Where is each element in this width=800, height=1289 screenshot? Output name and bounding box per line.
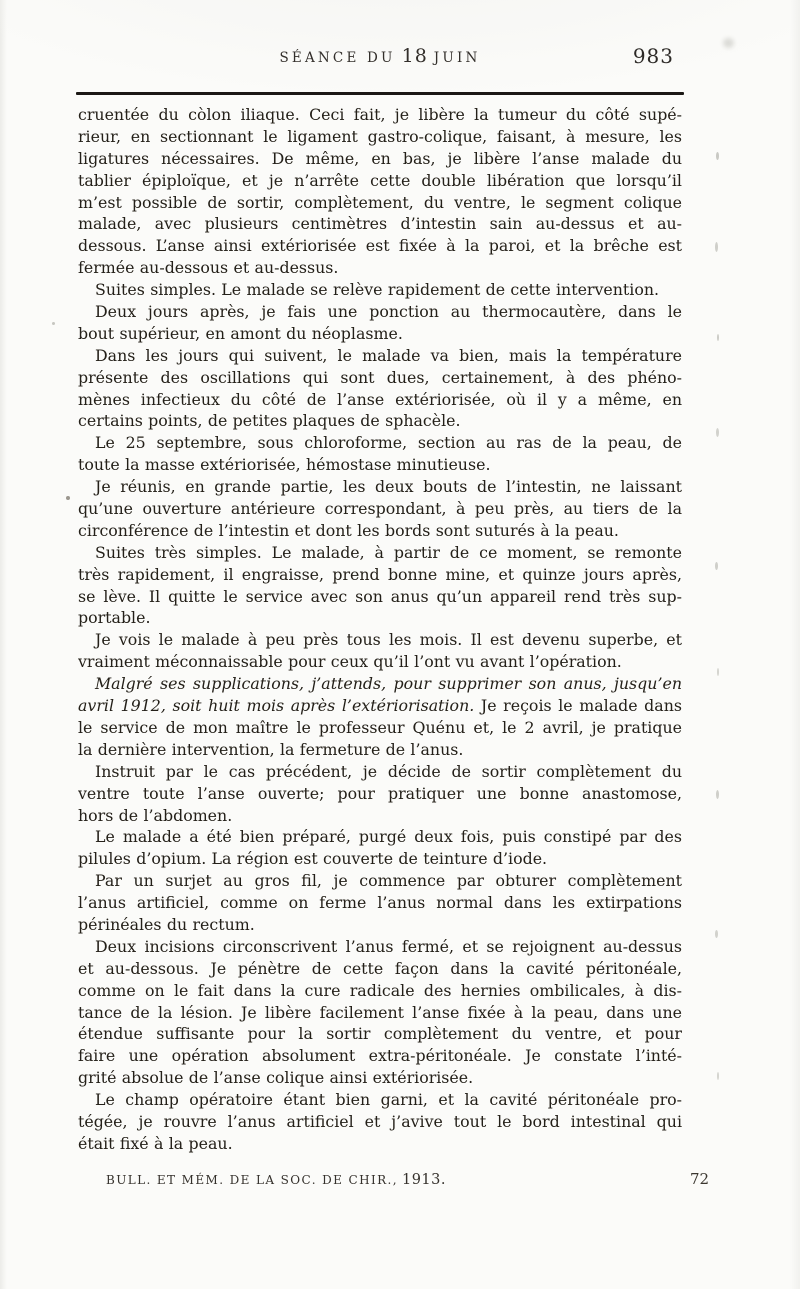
footer-folio: 72 xyxy=(690,1170,710,1188)
text-line: Malgré ses supplications, j’attends, pour supprimer son anus, jusqu’en xyxy=(95,674,682,694)
text-line: périnéales du rectum. xyxy=(78,914,255,934)
running-title xyxy=(78,42,682,72)
text-line: qu’une ouverture antérieure correspondant, à peu près, au tiers de la xyxy=(78,499,682,519)
scan-speck xyxy=(716,790,719,799)
text-line: ventre toute l’anse ouverte; pour pratiquer une bonne anastomose, xyxy=(78,783,682,803)
scan-speck xyxy=(715,562,718,570)
text-line: faire une opération absolument extra-péritonéale. Je constate l’inté- xyxy=(78,1046,682,1066)
text-line: grité absolue de l’anse colique ainsi extériorisée. xyxy=(78,1068,474,1088)
text-line: était fixé à la peau. xyxy=(78,1133,233,1153)
text-line: étendue suffisante pour la sortir complètement du ventre, et pour xyxy=(78,1024,682,1044)
text-line: Le 25 septembre, sous chloroforme, section au ras de la peau, de xyxy=(95,433,682,453)
text-line: Par un surjet au gros fil, je commence par obturer complètement xyxy=(95,871,682,891)
footer-journal-year: 1913. xyxy=(401,1172,446,1188)
paragraph xyxy=(78,1089,682,1155)
text-line: Suites simples. Le malade se relève rapidement de cette intervention. xyxy=(95,280,660,300)
text-line: m’est possible de sortir, complètement, du ventre, le segment colique xyxy=(78,192,682,212)
paragraph xyxy=(78,936,682,1089)
paragraph xyxy=(78,542,682,630)
text-line: l’anus artificiel, comme on ferme l’anus normal dans les extirpations xyxy=(78,893,682,913)
text-line: tance de la lésion. Je libère facilement l’anse fixée à la peau, dans une xyxy=(78,1002,682,1022)
text-line: portable. xyxy=(78,608,151,628)
text-line: et au-dessous. Je pénètre de cette façon dans la cavité péritonéale, xyxy=(78,958,682,978)
running-title-right: JUIN xyxy=(433,50,481,66)
text-line: comme on le fait dans la cure radicale des hernies ombilicales, à dis- xyxy=(78,980,682,1000)
header-rule xyxy=(76,92,684,95)
text-line: Deux incisions circonscrivent l’anus fermé, et se rejoignent au-dessus xyxy=(95,936,682,956)
text-line: très rapidement, il engraisse, prend bonne mine, et quinze jours après, xyxy=(78,564,682,584)
text-line: fermée au-dessous et au-dessus. xyxy=(78,258,339,278)
text-line: se lève. Il quitte le service avec son anus qu’un appareil rend très sup- xyxy=(78,586,682,606)
text-line: rieur, en sectionnant le ligament gastro-colique, faisant, à mesure, les xyxy=(78,126,682,146)
text-line: la dernière intervention, la fermeture de l’anus. xyxy=(78,739,464,759)
text-line: Deux jours après, je fais une ponction au thermocautère, dans le xyxy=(95,302,682,322)
paragraph xyxy=(78,673,682,761)
page-footer xyxy=(78,1168,718,1190)
page-header xyxy=(78,42,682,70)
paragraph xyxy=(78,345,682,433)
text-line: bout supérieur, en amont du néoplasme. xyxy=(78,323,403,343)
text-line: circonférence de l’intestin et dont les bords sont suturés à la peau. xyxy=(78,520,619,540)
paragraph xyxy=(78,870,682,936)
paragraph xyxy=(78,104,682,279)
scan-speck xyxy=(717,1072,719,1080)
text-line: le service de mon maître le professeur Quénu et, le 2 avril, je pratique xyxy=(78,717,682,737)
footer-journal-title: BULL. ET MÉM. DE LA SOC. DE CHIR., xyxy=(106,1173,398,1187)
scan-speck xyxy=(715,930,718,938)
text-line: cruentée du còlon iliaque. Ceci fait, je libère la tumeur du côté supé- xyxy=(78,105,682,124)
paragraph xyxy=(78,761,682,827)
scan-speck xyxy=(66,496,70,500)
text-line: pilules d’opium. La région est couverte de teinture d’iode. xyxy=(78,849,548,869)
scan-speck xyxy=(716,428,719,437)
text-line: malade, avec plusieurs centimètres d’intestin sain au-dessus et au- xyxy=(78,214,682,234)
running-title-left: SÉANCE DU xyxy=(279,50,396,66)
scan-speck xyxy=(723,38,734,48)
text-line: toute la masse extériorisée, hémostase minutieuse. xyxy=(78,455,491,475)
running-title-day: 18 xyxy=(401,45,428,67)
paragraph xyxy=(78,432,682,476)
text-line: Je vois le malade à peu près tous les mois. Il est devenu superbe, et xyxy=(95,630,682,650)
text-line: Instruit par le cas précédent, je décide de sortir complètement du xyxy=(95,761,682,781)
text-line: Le champ opératoire étant bien garni, et la cavité péritonéale pro- xyxy=(95,1090,682,1110)
scan-speck xyxy=(717,334,719,341)
footer-journal xyxy=(106,1168,446,1191)
text-line: vraiment méconnaissable pour ceux qu’il l’ont vu avant l’opération. xyxy=(78,652,622,672)
paragraph xyxy=(78,279,682,301)
paragraph xyxy=(78,476,682,542)
paragraph xyxy=(78,826,682,870)
text-line: présente des oscillations qui sont dues, certainement, à des phéno- xyxy=(78,367,682,387)
text-line: tégée, je rouvre l’anus artificiel et j’avive tout le bord intestinal qui xyxy=(78,1111,682,1131)
paragraph xyxy=(78,629,682,673)
text-line: hors de l’abdomen. xyxy=(78,805,233,825)
text-line: ligatures nécessaires. De même, en bas, je libère l’anse malade du xyxy=(78,148,682,168)
text-line: mènes infectieux du côté de l’anse extériorisée, où il y a même, en xyxy=(78,389,682,409)
text-line: certains points, de petites plaques de sphacèle. xyxy=(78,411,461,431)
scan-speck xyxy=(715,242,718,252)
paragraph xyxy=(78,301,682,345)
text-line: avril 1912, soit huit mois après l’extériorisation. Je reçois le malade dans xyxy=(78,696,682,716)
text-line: Dans les jours qui suivent, le malade va bien, mais la température xyxy=(95,345,682,365)
scan-speck xyxy=(716,152,719,160)
text-line: Je réunis, en grande partie, les deux bouts de l’intestin, ne laissant xyxy=(95,477,682,497)
scan-speck xyxy=(717,668,719,676)
page-number: 983 xyxy=(632,44,674,68)
text-line: dessous. L’anse ainsi extériorisée est fixée à la paroi, et la brêche est xyxy=(78,236,682,256)
scan-speck xyxy=(52,322,55,325)
text-line: tablier épiploïque, et je n’arrête cette double libération que lorsqu’il xyxy=(78,170,682,190)
text-line: Le malade a été bien préparé, purgé deux fois, puis constipé par des xyxy=(95,827,682,847)
page-body xyxy=(78,104,682,1155)
text-line: Suites très simples. Le malade, à partir de ce moment, se remonte xyxy=(95,542,682,562)
